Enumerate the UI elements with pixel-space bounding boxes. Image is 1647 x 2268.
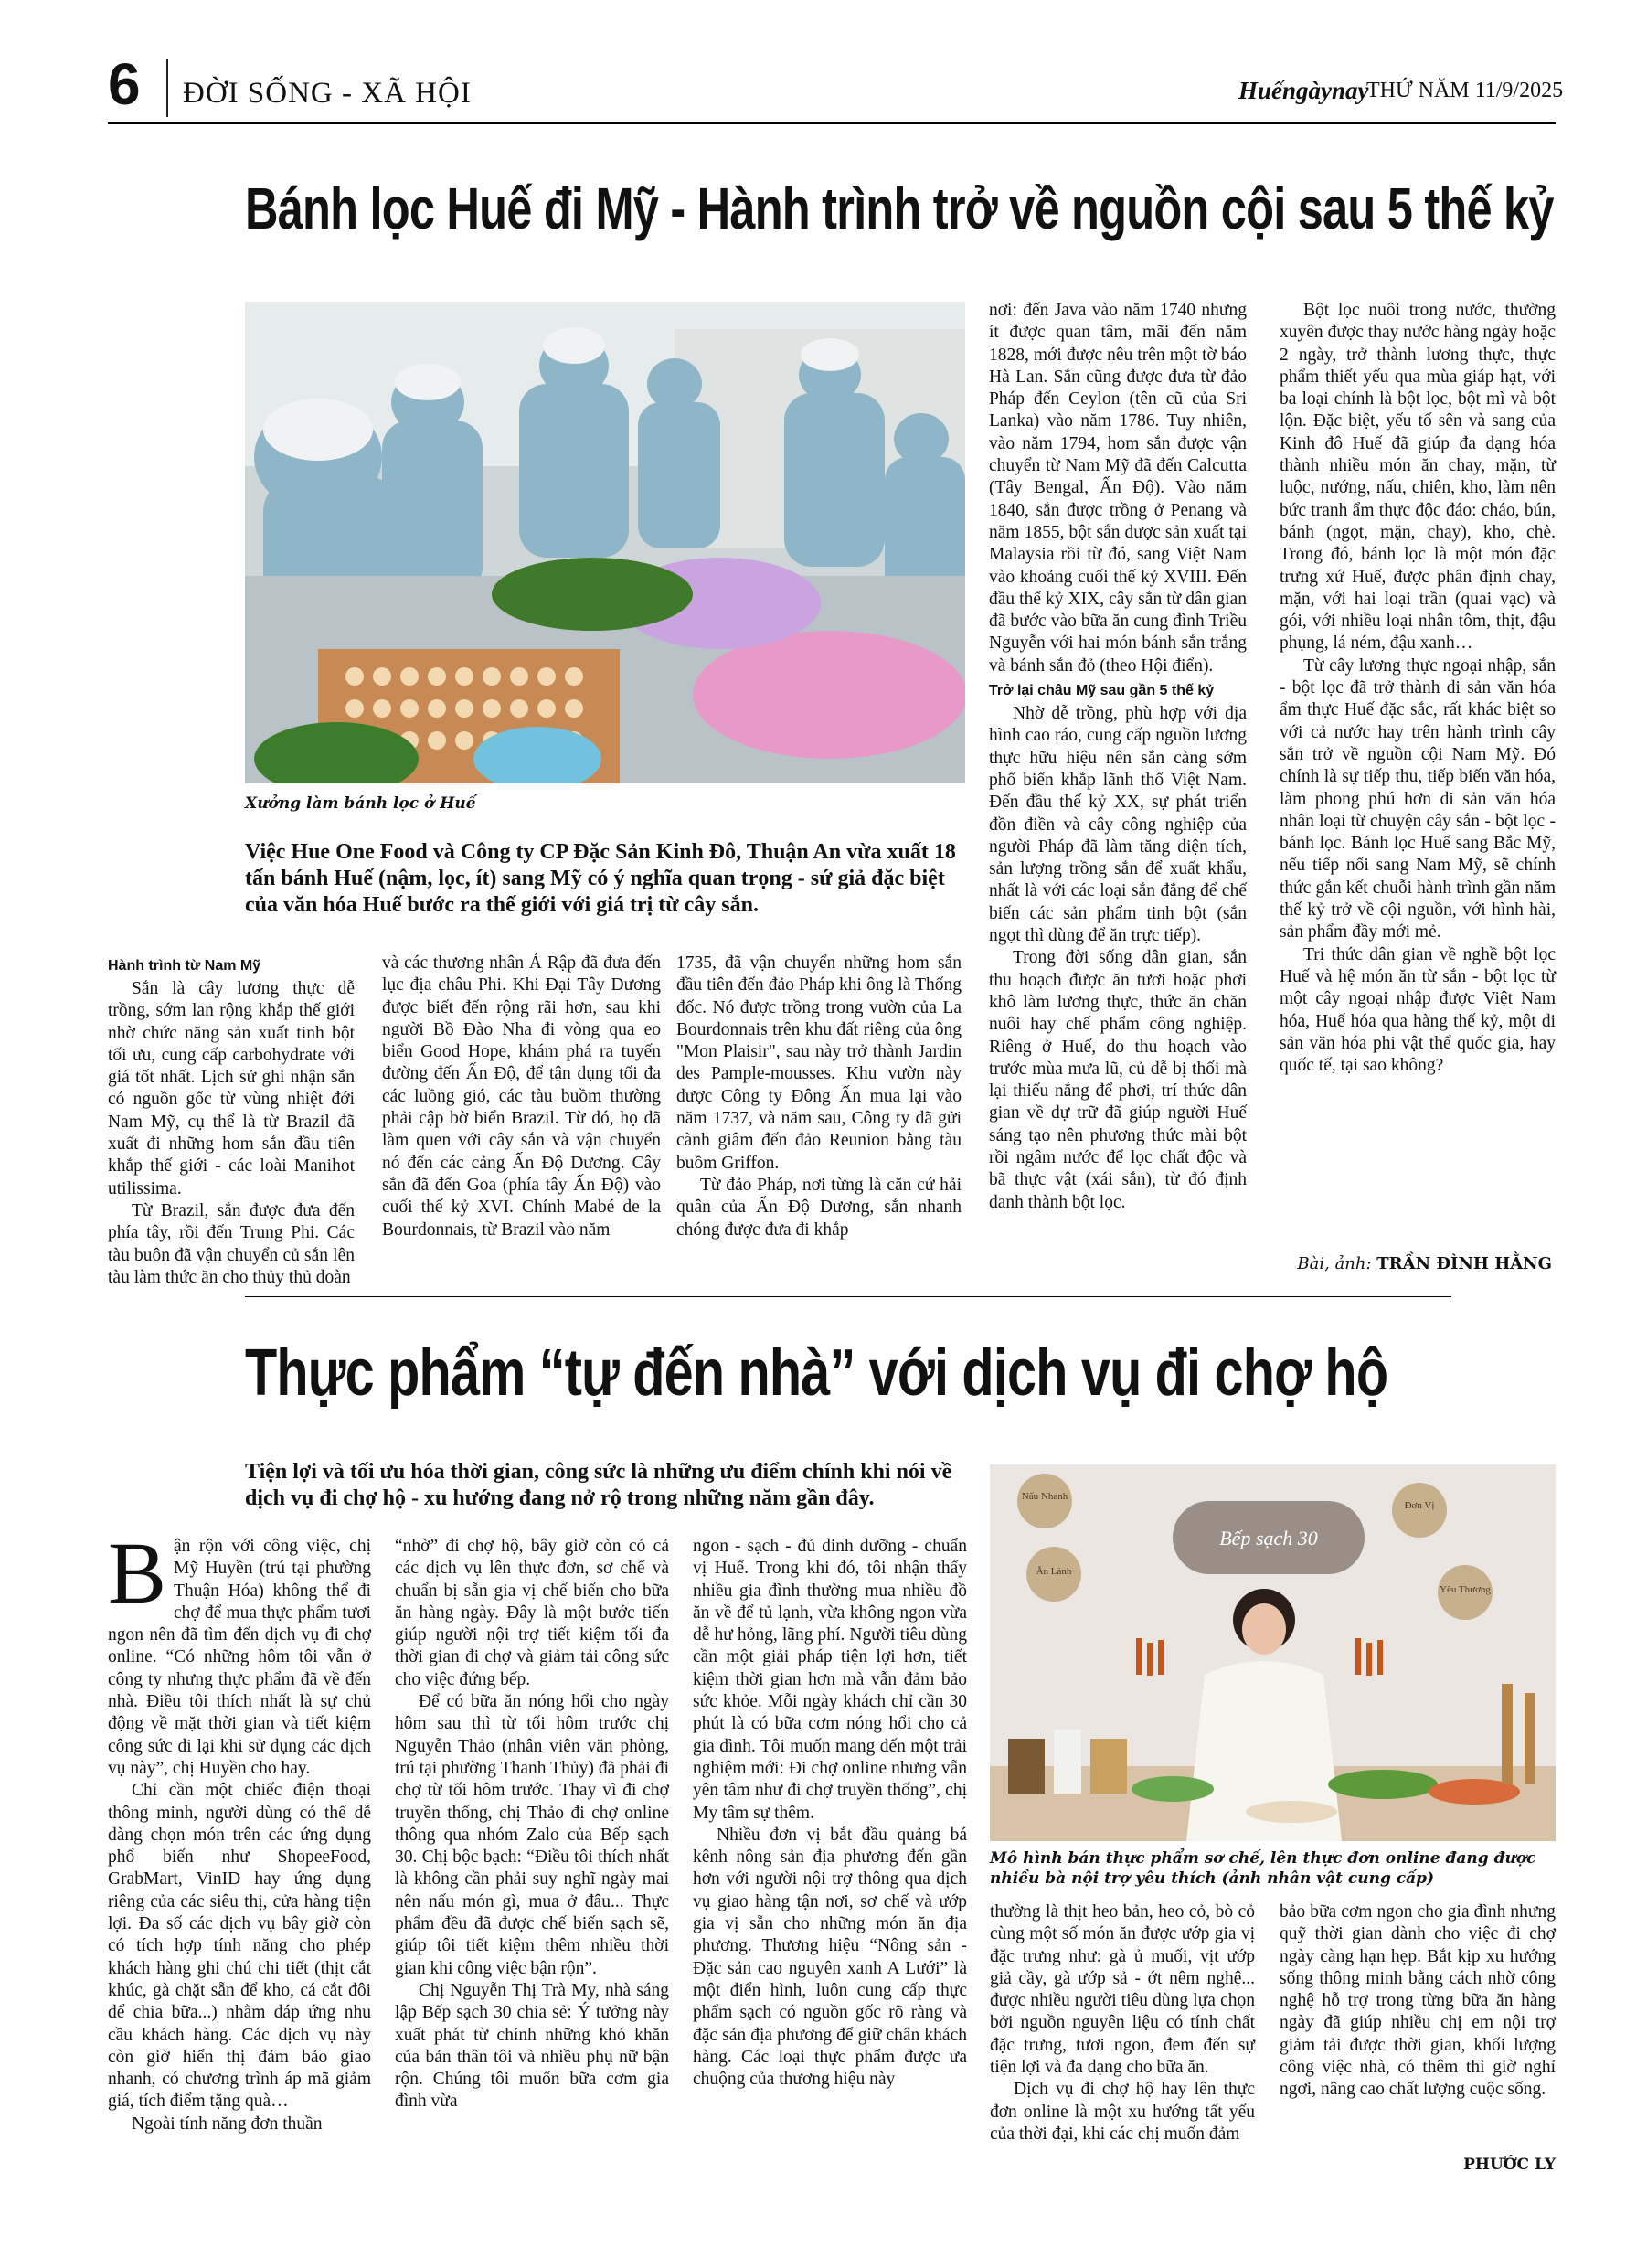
article1-byline	[1297, 1254, 1552, 1273]
kitchen-photo-illustration	[990, 1464, 1556, 1841]
article1-photo-caption: Xưởng làm bánh lọc ở Huế	[245, 794, 476, 813]
article1-subhead-2: Trở lại châu Mỹ sau gần 5 thế kỷ	[989, 683, 1215, 699]
article2-title: Thực phẩm “tự đến nhà” với dịch vụ đi chợ hộ	[245, 1336, 1388, 1410]
article1-column-2	[382, 953, 661, 1241]
paragraph: ngon - sạch - đủ dinh dưỡng - chuẩn vị Huế. Trong khi đó, tôi nhận thấy nhiều gia đình thường mua nhiều đồ ăn về để tủ lạnh, vừa không ngon vừa dễ hư hỏng, lãng phí. Người tiêu dùng cần một giải pháp tiện lợi hơn, tiết kiệm thời gian hơn mà vẫn đảm bảo sức khỏe. Mỗi ngày khách chỉ cần 30 phút là có bữa cơm nóng hổi cho cả gia đình. Tôi muốn mang đến một trải nghiệm mới: Đi chợ online nhưng vẫn yên tâm như đi chợ truyền thống”, chị My tâm sự thêm.	[693, 1537, 967, 1823]
paragraph: Tri thức dân gian về nghề bột lọc Huế và hệ món ăn từ sắn - bột lọc từ một cây ngoại nhập được Việt Nam hóa, Huế hóa qua hàng thế kỷ, một di sản văn hóa phi vật thể quốc gia, hay quốc tế, tại sao không?	[1280, 944, 1556, 1076]
photo-sign-text: Bếp sạch 30	[1219, 1527, 1318, 1549]
factory-photo-illustration	[245, 302, 965, 783]
article1-column-4	[989, 300, 1247, 1214]
photo-tag-3: Đơn Vị	[1404, 1500, 1435, 1511]
article2-photo-caption: Mô hình bán thực phẩm sơ chế, lên thực đơn online đang được nhiều bà nội trợ yêu thích (ảnh nhân vật cung cấp)	[990, 1849, 1536, 1888]
paragraph: ận rộn với công việc, chị Mỹ Huyền (trú tại phường Thuận Hóa) không thể đi chợ để mua thực phẩm tươi ngon nên đã tìm đến dịch vụ đi chợ online. “Có những hôm tôi vẫn ở công ty nhưng thực phẩm đã về đến nhà. Điều tôi thích nhất là sự chủ động về mặt thời gian và tiết kiệm công sức đi lại khi sử dụng các dịch vụ này”, chị Huyền cho hay.	[108, 1537, 371, 1778]
article-separator	[245, 1296, 1451, 1297]
article2-column-3	[693, 1536, 967, 2091]
paragraph: Từ Brazil, sắn được đưa đến phía tây, rồi đến Trung Phi. Các tàu buôn đã vận chuyển củ sắn lên tàu làm thức ăn cho thủy thủ đoàn	[108, 1200, 355, 1287]
article1-column-3	[676, 953, 962, 1241]
article2-lead: Tiện lợi và tối ưu hóa thời gian, công sức là những ưu điểm chính khi nói về dịch vụ đi chợ hộ - xu hướng đang nở rộ trong những năm gần đây.	[245, 1460, 952, 1510]
paragraph: Sắn là cây lương thực dễ trồng, sớm lan rộng khắp thế giới nhờ chức năng sản xuất tinh bột tối ưu, cung cấp carbohydrate với giá tốt nhất. Lịch sử ghi nhận sắn có nguồn gốc từ vùng nhiệt đới Nam Mỹ, cụ thể là từ Brazil đã xuất đi những hom sắn đầu tiên khắp thế giới - các loài Manihot utilissima.	[108, 979, 355, 1198]
issue-date: THỨ NĂM 11/9/2025	[1366, 79, 1564, 102]
article1-title: Bánh lọc Huế đi Mỹ - Hành trình trở về nguồn cội sau 5 thế kỷ	[245, 176, 1554, 241]
paragraph: Chỉ cần một chiếc điện thoại thông minh, người dùng có thể dễ dàng chọn món trên các ứng dụng phổ biến như ShopeeFood, GrabMart, VinID hay ứng dụng riêng của các siêu thị, cửa hàng tiện lợi. Đa số các dịch vụ bây giờ còn có tích hợp tính năng cho phép khách hàng ghi chú chi tiết (thịt cắt khúc, gà chặt sẵn để kho, cá cắt đôi để chia bữa...) nhằm đáp ứng nhu cầu khách hàng. Các dịch vụ này còn giờ hiển thị đảm bảo giao nhanh, có chương trình áp mã giảm giá, tích điểm tặng quà…	[108, 1781, 371, 2112]
article1-column-5	[1280, 300, 1556, 1077]
byline-prefix: Bài, ảnh:	[1297, 1254, 1372, 1273]
paragraph: Từ đảo Pháp, nơi từng là căn cứ hải quân của Ấn Độ Dương, sắn nhanh chóng được đưa đi khắp	[676, 1175, 962, 1240]
masthead-logo: Huếngàynay	[1238, 77, 1369, 104]
page-number: 6	[108, 51, 141, 117]
paragraph: “nhờ” đi chợ hộ, bây giờ còn có cả các dịch vụ lên thực đơn, sơ chế và chuẩn bị sẵn gia vị chế biến cho bữa ăn hàng ngày. Đây là một bước tiến giúp người nội trợ tiết kiệm tối đa thời gian đi chợ và giảm tải công sức cho việc đứng bếp.	[395, 1537, 669, 1689]
paragraph: Từ cây lương thực ngoại nhập, sắn - bột lọc đã trở thành di sản văn hóa ẩm thực Huế đặc sắc, rất khác biệt so với cả nước hay trên hành trình cây sắn trở về nguồn cội Nam Mỹ. Đó chính là sự tiếp thu, tiếp biến văn hóa, làm phong phú hơn di sản văn hóa nhân loại từ chuyện cây sắn - bột lọc - bánh lọc. Bánh lọc Huế sang Bắc Mỹ, nếu tiếp nối sang Nam Mỹ, sẽ chính thức gắn kết chuỗi hành trình gần năm thế kỷ trở về cội nguồn, với hình hài, sản phẩm đầy mới mẻ.	[1280, 655, 1556, 942]
paragraph: Bột lọc nuôi trong nước, thường xuyên được thay nước hàng ngày hoặc 2 ngày, trở thành lương thực, thực phẩm thiết yếu qua mùa giáp hạt, với ba loại chính là bột lọc, bột mì và bột lộn. Đặc biệt, yếu tố sên và sang của Kinh đô Huế đã giúp đa dạng hóa thành nhiều món ăn chay, mặn, từ luộc, nướng, nấu, chiên, kho, làm nên bức tranh ẩm thực độc đáo: cháo, bún, bánh (ngọt, mặn, chay), kho, chè. Trong đó, bánh lọc là một món đặc trưng xứ Huế, được phân định chay, mặn, với hai loại trần (quai vạc) và gói, với nhiều loại nhân tôm, thịt, đậu phụng, lá ném, đậu xanh…	[1280, 301, 1556, 654]
paragraph: và các thương nhân Ả Rập đã đưa đến lục địa châu Phi. Khi Đại Tây Dương được biết đến rộng rãi hơn, sau khi người Bồ Đào Nha đi vòng qua eo biển Good Hope, khám phá ra tuyến đường đến Ấn Độ, để tận dụng tối đa các luồng gió, các tàu buồm thường phải cập bờ biển Brazil. Từ đó, họ đã làm quen với cây sắn và vận chuyển nó đến các cảng Ấn Độ Dương. Cây sắn đã đến Goa (phía tây Ấn Độ) vào cuối thế kỷ XVI. Chính Mabé de la Bourdonnais, từ Brazil vào năm	[382, 953, 661, 1240]
byline-author: TRẦN ĐÌNH HẰNG	[1376, 1254, 1552, 1273]
paragraph: 1735, đã vận chuyển những hom sắn đầu tiên đến đảo Pháp khi ông là Thống đốc. Nó được trồng trong vườn của La Bourdonnais trên khu đất riêng của ông "Mon Plaisir", sau này trở thành Jardin des Pample-mousses. Khu vườn này được Công ty Đông Ấn mua lại vào năm 1737, và năm sau, Công ty đã gửi cành giâm đến đảo Reunion bằng tàu buồm Griffon.	[676, 953, 962, 1173]
paragraph: Trong đời sống dân gian, sắn thu hoạch được ăn tươi hoặc phơi khô làm lương thực, thức ăn chăn nuôi hay chế phẩm công nghiệp. Riêng ở Huế, do thu hoạch vào trước mùa mưa lũ, củ dễ bị thối mà lại thiếu nắng để phơi, trí thức dân gian về dự trữ đã giúp người Huế sáng tạo nên phương thức mài bột rồi ngâm nước để lọc chất độc và bã thực vật (xái sắn), từ đó định danh thành bột lọc.	[989, 948, 1247, 1212]
paragraph: Chị Nguyễn Thị Trà My, nhà sáng lập Bếp sạch 30 chia sẻ: Ý tưởng này xuất phát từ chính những khó khăn của bản thân tôi và nhiều phụ nữ bận rộn. Chúng tôi muốn bữa cơm gia đình vừa	[395, 1980, 669, 2112]
section-name: ĐỜI SỐNG - XÃ HỘI	[183, 77, 472, 110]
paragraph: Nhờ dễ trồng, phù hợp với địa hình cao ráo, cung cấp nguồn lương thực hữu hiệu nên sắn càng sớm phổ biến khắp lãnh thổ Việt Nam. Đến đầu thế kỷ XX, sự phát triển đồn điền và cây công nghiệp của người Pháp đã làm tăng diện tích, sản lượng trồng sắn để xuất khẩu, nhất là với các loại sắn đắng để chế biến các sản phẩm tinh bột (sắn ngọt thì dùng để ăn trực tiếp).	[989, 704, 1247, 946]
paragraph: Để có bữa ăn nóng hổi cho ngày hôm sau thì từ tối hôm trước chị Nguyễn Thảo (nhân viên văn phòng, trú tại phường Thanh Thủy) đã phải đi chợ từ tối hôm trước. Thay vì đi chợ truyền thống, chị Thảo đi chợ online thông qua nhóm Zalo của Bếp sạch 30. Chị bộc bạch: “Điều tôi thích nhất là không cần phải suy nghĩ ngày mai nên nấu món gì, mua ở đâu... Thực phẩm đều đã được chế biến sạch sẽ, giúp tôi tiết kiệm thêm nhiều thời gian khi công việc bận rộn”.	[395, 1692, 669, 1978]
article2-column-4	[990, 1901, 1255, 2146]
header-divider	[166, 59, 168, 117]
paragraph: Ngoài tính năng đơn thuần	[132, 2114, 323, 2134]
article2-photo	[990, 1464, 1556, 1841]
header-rule	[108, 122, 1556, 124]
article2-byline: PHƯỚC LY	[1463, 2156, 1556, 2174]
paragraph: Nhiều đơn vị bắt đầu quảng bá kênh nông sản địa phương đến gần hơn với người nội trợ thông qua dịch vụ giao hàng tận nơi, sơ chế và ướp gia vị sẵn cho những món ăn địa phương. Thương hiệu “Nông sản - Đặc sản cao nguyên xanh A Lưới” là một điển hình, luôn cung cấp thực phẩm sạch có nguồn gốc rõ ràng và đặc sản địa phương để giữ chân khách hàng. Các loại thực phẩm được ưa chuộng của thương hiệu này	[693, 1825, 967, 2090]
paragraph: bảo bữa cơm ngon cho gia đình nhưng quỹ thời gian dành cho việc đi chợ ngày càng hạn hẹp. Bắt kịp xu hướng sống thông minh bằng cách nhờ công nghệ hỗ trợ trong từng bữa ăn hàng ngày đã giúp nhiều chị em nội trợ giảm tải được thời gian, khối lượng công việc nhà, có thêm thì giờ nghỉ ngơi, nâng cao chất lượng cuộc sống.	[1280, 1902, 1556, 2100]
photo-tag-4: Yêu Thương	[1440, 1584, 1491, 1595]
article2-column-1	[108, 1524, 371, 2135]
article1-photo	[245, 302, 965, 783]
paragraph: Dịch vụ đi chợ hộ hay lên thực đơn online là một xu hướng tất yếu của thời đại, khi các chị muốn đảm	[990, 2080, 1255, 2144]
article1-subhead-1: Hành trình từ Nam Mỹ	[108, 958, 261, 974]
paragraph: nơi: đến Java vào năm 1740 nhưng ít được quan tâm, mãi đến năm 1828, mới được nêu trên một tờ báo Hà Lan. Sắn cũng được đưa từ đảo Pháp đến Ceylon (tên cũ của Sri Lanka) vào năm 1786. Tuy nhiên, vào năm 1794, hom sắn được vận chuyển từ Nam Mỹ đã đến Calcutta (Tây Bengal, Ấn Độ). Vào năm 1840, sắn được trồng ở Penang và năm 1855, bột sắn được sản xuất tại Malaysia rồi từ đó, sang Việt Nam vào khoảng cuối thế kỷ XVIII. Đến đầu thế kỷ XIX, cây sắn từ dân gian đã bước vào bữa ăn cung đình Triều Nguyễn với hai món bánh sắn trắng và bánh sắn đỏ (theo Hội điển).	[989, 301, 1247, 676]
paragraph: thường là thịt heo bản, heo cỏ, bò cỏ cùng một số món ăn được ướp gia vị đặc trưng như: gà ủ muối, vịt ướp giả cầy, gà ướp sả - ớt nêm nghệ... được nhiều người tiêu dùng lựa chọn bởi nguồn nguyên liệu có tính chất đặc trưng, tươi ngon, đem đến sự tiện lợi và đa dạng cho bữa ăn.	[990, 1902, 1255, 2078]
article1-lead: Việc Hue One Food và Công ty CP Đặc Sản Kinh Đô, Thuận An vừa xuất 18 tấn bánh Huế (nậm, lọc, ít) sang Mỹ có ý nghĩa quan trọng - sứ giả đặc biệt của văn hóa Huế bước ra thế giới với giá trị từ cây sắn.	[245, 840, 956, 917]
article2-column-2	[395, 1536, 669, 2114]
dropcap: B	[108, 1524, 167, 1622]
photo-tag-1: Nấu Nhanh	[1021, 1491, 1068, 1502]
photo-tag-2: Ăn Lành	[1036, 1566, 1072, 1577]
article1-column-1	[108, 953, 355, 1289]
article2-column-5	[1280, 1901, 1556, 2102]
